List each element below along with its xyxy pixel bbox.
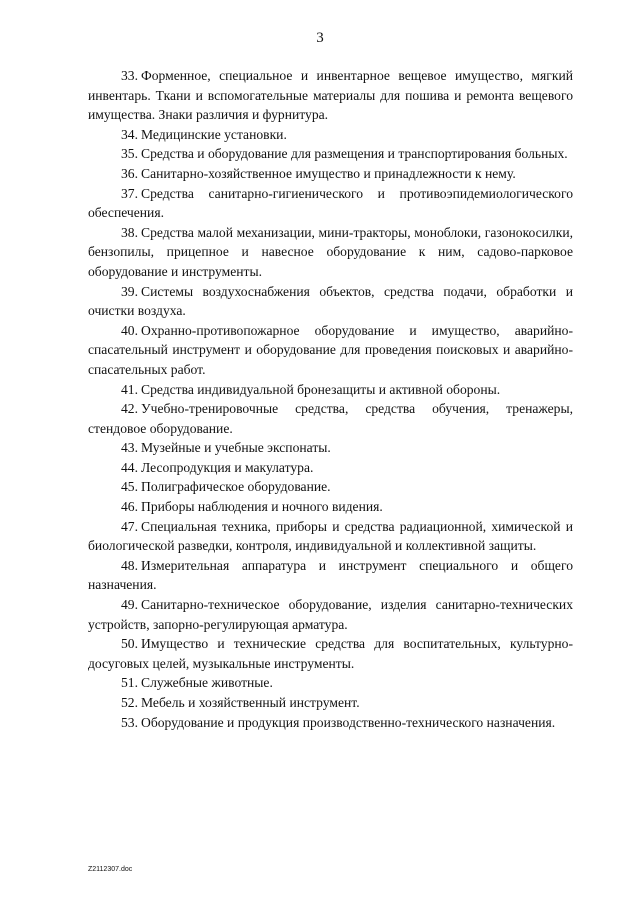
item-list xyxy=(88,66,573,732)
item-number: 48. xyxy=(121,557,138,573)
item-text: Форменное, специальное и инвентарное вещевое имущество, мягкий инвентарь. Ткани и вспомогательные материалы для пошива и ремонта вещевого имущества. Знаки различия и фурнитура. xyxy=(88,68,573,123)
item-number: 49. xyxy=(121,597,138,613)
list-item xyxy=(88,693,573,713)
list-item xyxy=(88,380,573,400)
list-item xyxy=(88,164,573,184)
item-text: Медицинские установки. xyxy=(141,126,287,142)
item-number: 33. xyxy=(121,68,138,83)
item-text: Приборы наблюдения и ночного видения. xyxy=(141,499,383,515)
item-number: 53. xyxy=(121,714,138,730)
list-item xyxy=(88,458,573,478)
list-item xyxy=(88,223,573,282)
list-item xyxy=(88,184,573,223)
item-text: Лесопродукция и макулатура. xyxy=(141,459,314,475)
list-item xyxy=(88,321,573,380)
item-text: Измерительная аппаратура и инструмент специального и общего назначения. xyxy=(88,557,573,593)
item-text: Полиграфическое оборудование. xyxy=(141,479,331,495)
list-item xyxy=(88,125,573,145)
item-text: Средства индивидуальной бронезащиты и активной обороны. xyxy=(141,381,501,397)
item-number: 41. xyxy=(121,381,138,397)
item-text: Охранно-противопожарное оборудование и имущество, аварийно-спасательный инструмент и оборудование для проведения поисковых и аварийно-спасательных работ. xyxy=(88,322,573,377)
item-number: 44. xyxy=(121,459,138,475)
list-item xyxy=(88,66,573,125)
item-number: 39. xyxy=(121,283,138,299)
page-number: 3 xyxy=(316,30,324,46)
item-text: Музейные и учебные экспонаты. xyxy=(141,440,331,456)
item-number: 42. xyxy=(121,401,138,417)
item-text: Системы воздухоснабжения объектов, средства подачи, обработки и очистки воздуха. xyxy=(88,283,573,319)
list-item xyxy=(88,399,573,438)
list-item xyxy=(88,282,573,321)
item-number: 46. xyxy=(121,499,138,515)
item-number: 47. xyxy=(121,518,138,534)
footer-filename: Z2112307.doc xyxy=(88,866,133,873)
item-text: Средства санитарно-гигиенического и противоэпидемиологического обеспечения. xyxy=(88,185,573,221)
list-item xyxy=(88,673,573,693)
item-number: 40. xyxy=(121,322,138,338)
item-text: Специальная техника, приборы и средства радиационной, химической и биологической разведки, контроля, индивидуальной и коллективной защиты. xyxy=(88,518,573,554)
list-item xyxy=(88,634,573,673)
item-text: Санитарно-хозяйственное имущество и принадлежности к нему. xyxy=(141,165,516,181)
list-item xyxy=(88,144,573,164)
list-item xyxy=(88,556,573,595)
item-number: 35. xyxy=(121,146,138,162)
item-text: Служебные животные. xyxy=(141,675,273,691)
list-item xyxy=(88,497,573,517)
item-text: Имущество и технические средства для воспитательных, культурно-досуговых целей, музыкальные инструменты. xyxy=(88,636,573,671)
item-number: 34. xyxy=(121,126,138,142)
list-item xyxy=(88,477,573,497)
item-text: Оборудование и продукция производственно-технического назначения. xyxy=(141,714,556,730)
item-text: Средства и оборудование для размещения и транспортирования больных. xyxy=(141,146,568,162)
list-item xyxy=(88,595,573,634)
item-number: 43. xyxy=(121,440,138,456)
item-number: 38. xyxy=(121,224,138,240)
list-item xyxy=(88,517,573,556)
list-item xyxy=(88,713,573,733)
item-text: Учебно-тренировочные средства, средства обучения, тренажеры, стендовое оборудование. xyxy=(88,401,573,436)
item-number: 37. xyxy=(121,185,138,201)
item-number: 45. xyxy=(121,479,138,495)
item-number: 36. xyxy=(121,165,138,181)
list-item xyxy=(88,438,573,458)
item-text: Мебель и хозяйственный инструмент. xyxy=(141,695,360,710)
item-number: 51. xyxy=(121,675,138,691)
item-number: 50. xyxy=(121,636,138,652)
item-number: 52. xyxy=(121,695,138,710)
item-text: Санитарно-техническое оборудование, изделия санитарно-технических устройств, запорно-регулирующая арматура. xyxy=(88,597,573,632)
item-text: Средства малой механизации, мини-тракторы, моноблоки, газонокосилки, бензопилы, прицепное и навесное оборудование к ним, садово-парковое оборудование и инструменты. xyxy=(88,224,573,279)
